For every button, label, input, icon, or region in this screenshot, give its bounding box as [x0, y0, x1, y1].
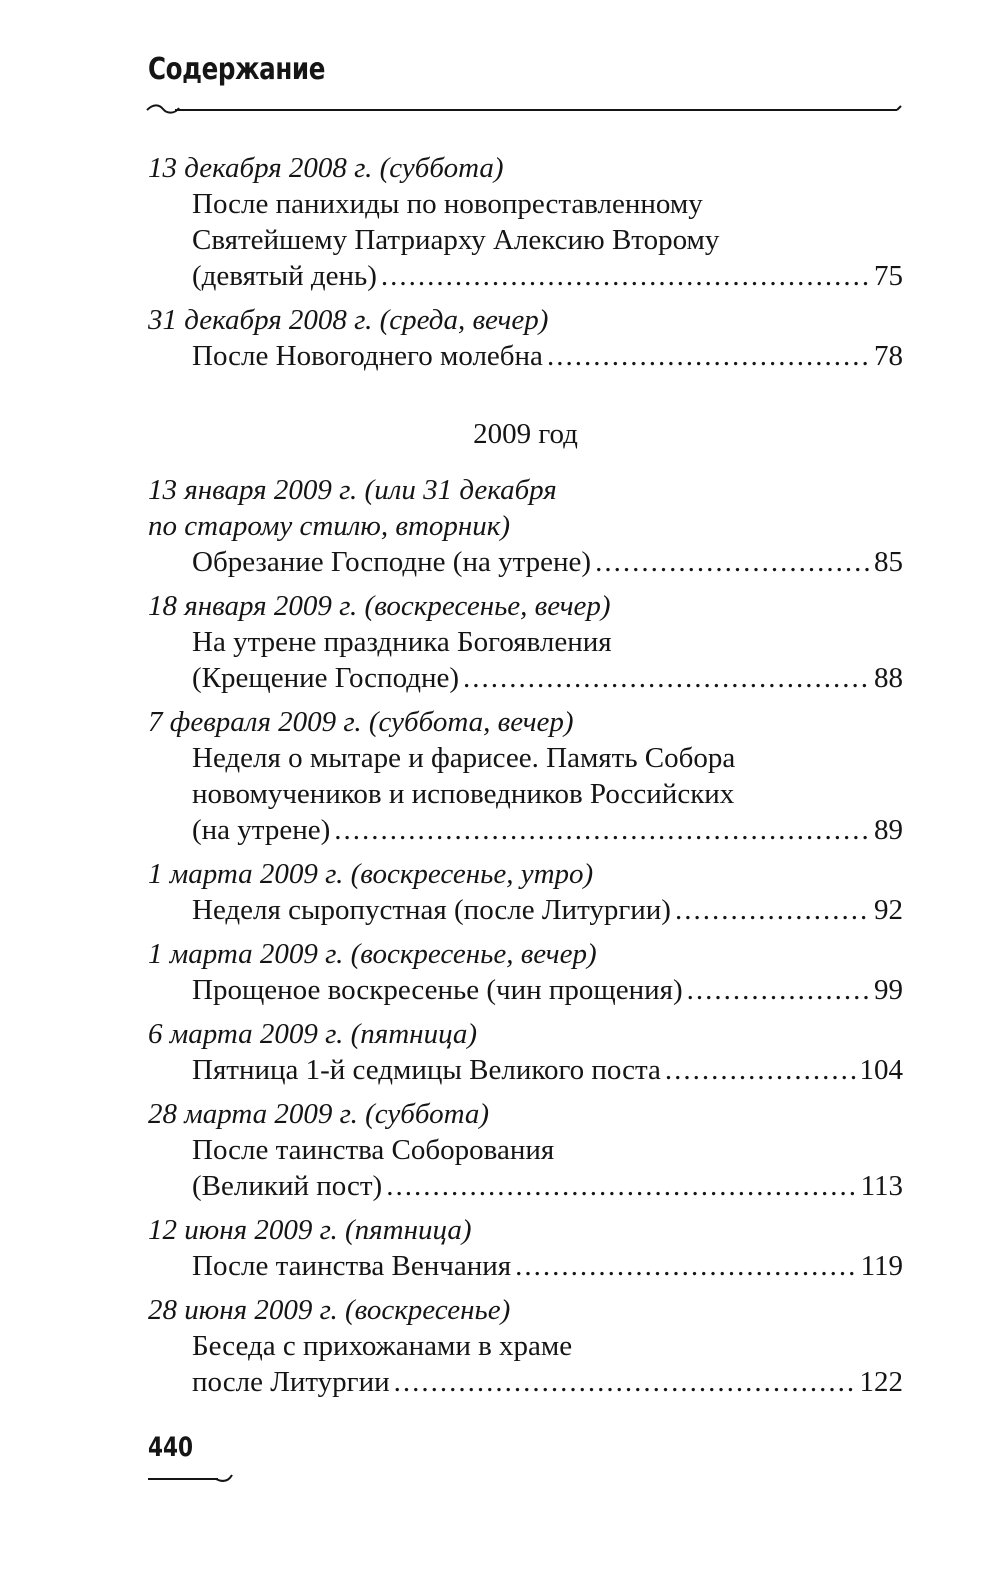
entry-title-last: Пятница 1-й седмицы Великого поста — [192, 1054, 661, 1086]
page-number: 440 — [148, 1432, 194, 1463]
entry-title-line: Неделя о мытаре и фарисее. Память Собора — [192, 742, 736, 774]
entry-title-line: После панихиды по новопреставленному — [192, 188, 703, 220]
toc-entry — [148, 472, 903, 580]
entry-title-line: После таинства Соборования — [192, 1134, 555, 1166]
entry-title-last: (на утрене) — [192, 814, 331, 846]
dot-leader — [334, 812, 870, 848]
entry-leader-line — [148, 660, 903, 696]
entry-title-line: Беседа с прихожанами в храме — [192, 1330, 573, 1362]
entry-title-last: После таинства Венчания — [192, 1250, 512, 1282]
dot-leader — [394, 1364, 856, 1400]
entry-title-line: Святейшему Патриарху Алексию Второму — [192, 224, 720, 256]
entry-page-number: 89 — [874, 814, 903, 846]
dot-leader — [665, 1052, 856, 1088]
entry-page-number: 122 — [859, 1366, 903, 1398]
entry-date: 6 марта 2009 г. (пятница) — [148, 1018, 478, 1050]
entry-title-last: (Крещение Господне) — [192, 662, 460, 694]
toc-entry — [148, 150, 903, 294]
entry-title-line: На утрене праздника Богоявления — [192, 626, 612, 658]
dot-leader — [463, 660, 870, 696]
toc-entry — [148, 1212, 903, 1284]
entry-date: 12 июня 2009 г. (пятница) — [148, 1214, 472, 1246]
toc-section — [148, 150, 903, 374]
toc-entry — [148, 302, 903, 374]
entry-date: 28 марта 2009 г. (суббота) — [148, 1098, 490, 1130]
dot-leader — [547, 338, 870, 374]
entry-page-number: 104 — [859, 1054, 903, 1086]
toc-entry — [148, 704, 903, 848]
year-heading: 2009 год — [473, 418, 578, 450]
toc-entry — [148, 1016, 903, 1088]
entry-date: 28 июня 2009 г. (воскресенье) — [148, 1294, 511, 1326]
entry-title-last: Обрезание Господне (на утрене) — [192, 546, 592, 578]
entry-date: 7 февраля 2009 г. (суббота, вечер) — [148, 706, 574, 738]
entry-leader-line — [148, 1364, 903, 1400]
entry-leader-line — [148, 1248, 903, 1284]
entry-page-number: 78 — [874, 340, 903, 372]
toc-entry — [148, 588, 903, 696]
footer-ornament-rule — [146, 1470, 236, 1488]
entry-date: 13 декабря 2008 г. (суббота) — [148, 152, 504, 184]
entry-title-last: После Новогоднего молебна — [192, 340, 543, 372]
dot-leader — [687, 972, 870, 1008]
entry-leader-line — [148, 972, 903, 1008]
entry-date: 18 января 2009 г. (воскресенье, вечер) — [148, 590, 611, 622]
toc-entry — [148, 856, 903, 928]
entry-date: 1 марта 2009 г. (воскресенье, вечер) — [148, 938, 597, 970]
header-ornament-rule — [145, 100, 905, 120]
entry-title-last: Прощеное воскресенье (чин прощения) — [192, 974, 683, 1006]
toc-entry — [148, 1292, 903, 1400]
entry-page-number: 85 — [874, 546, 903, 578]
entry-page-number: 113 — [860, 1170, 903, 1202]
entry-title-last: (Великий пост) — [192, 1170, 383, 1202]
entry-title-last: Неделя сыропустная (после Литургии) — [192, 894, 671, 926]
toc-entry — [148, 1096, 903, 1204]
dot-leader — [515, 1248, 856, 1284]
toc-section — [148, 416, 903, 1400]
entry-date-continued: по старому стилю, вторник) — [148, 510, 510, 542]
entry-leader-line — [148, 892, 903, 928]
entry-leader-line — [148, 338, 903, 374]
entry-title-line: новомучеников и исповедников Российских — [192, 778, 735, 810]
entry-page-number: 99 — [874, 974, 903, 1006]
table-of-contents — [148, 150, 903, 1408]
entry-leader-line — [148, 812, 903, 848]
entry-date: 31 декабря 2008 г. (среда, вечер) — [148, 304, 549, 336]
dot-leader — [386, 1168, 856, 1204]
entry-leader-line — [148, 544, 903, 580]
entry-leader-line — [148, 1168, 903, 1204]
running-header-title: Содержание — [148, 52, 326, 87]
entry-page-number: 75 — [874, 260, 903, 292]
entry-date: 13 января 2009 г. (или 31 декабря — [148, 474, 557, 506]
entry-title-last: после Литургии — [192, 1366, 390, 1398]
dot-leader — [381, 258, 870, 294]
entry-date: 1 марта 2009 г. (воскресенье, утро) — [148, 858, 594, 890]
entry-leader-line — [148, 1052, 903, 1088]
toc-entry — [148, 936, 903, 1008]
dot-leader — [675, 892, 870, 928]
entry-page-number: 88 — [874, 662, 903, 694]
entry-page-number: 92 — [874, 894, 903, 926]
entry-title-last: (девятый день) — [192, 260, 377, 292]
entry-page-number: 119 — [860, 1250, 903, 1282]
dot-leader — [595, 544, 870, 580]
entry-leader-line — [148, 258, 903, 294]
